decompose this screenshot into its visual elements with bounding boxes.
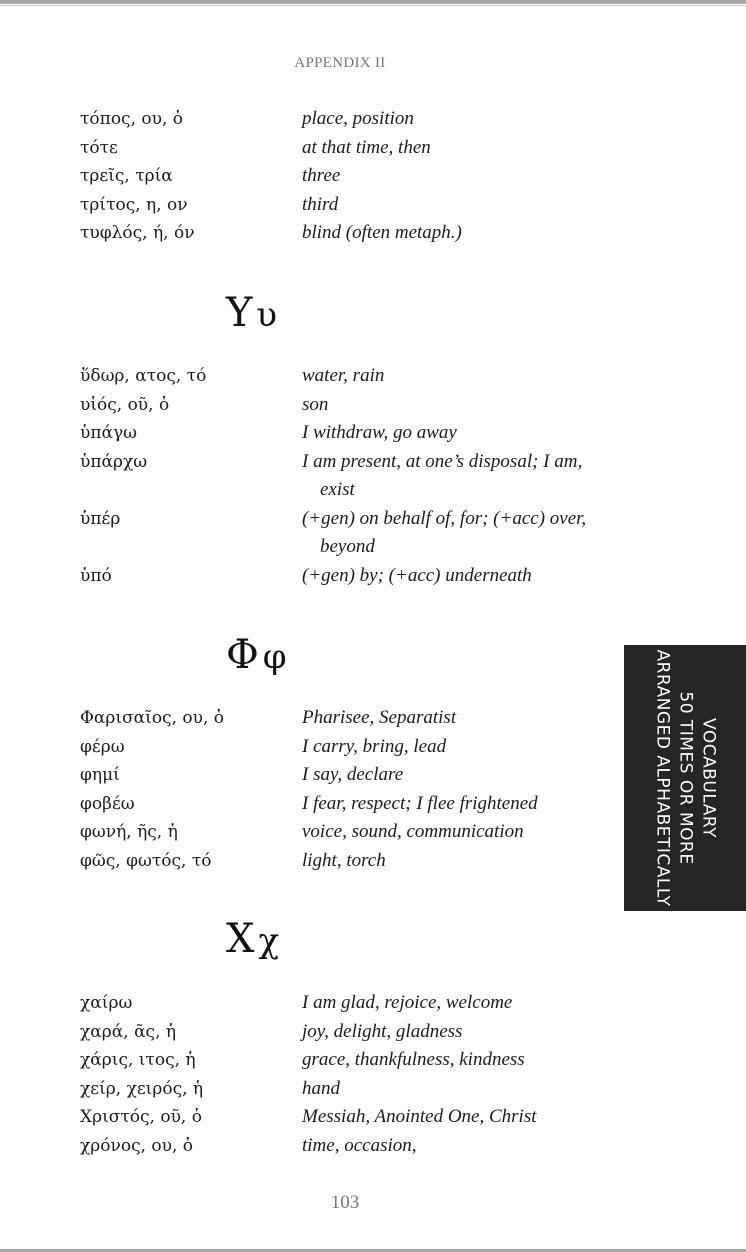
english-gloss: Pharisee, Separatist [302,707,457,728]
greek-term: φημί [80,765,120,785]
letter-upper: Φ [226,632,259,678]
english-gloss: light, torch [302,849,386,871]
entry-list-upsilon [0,362,620,590]
greek-term: ὑπέρ [80,508,121,529]
greek-term: χρόνος, ου, ὁ [80,1135,194,1156]
english-gloss: third [302,193,339,215]
entry-list-tau [0,105,620,248]
vocab-entry [0,761,620,790]
greek-term: ὑπάγω [80,423,138,443]
greek-term: φωνή, ῆς, ἡ [80,822,178,842]
vocab-entry [0,105,620,134]
letter-lower: χ [258,921,280,961]
entry-list-phi [0,704,620,875]
english-gloss: (+gen) by; (+acc) underneath [302,564,532,586]
vocab-entry [0,191,620,220]
greek-term: τόπος, ου, ὁ [80,109,183,129]
english-gloss: place, position [302,108,414,129]
english-gloss: I fear, respect; I flee frightened [302,792,538,814]
english-gloss: time, occasion, [302,1134,417,1156]
letter-lower: υ [256,295,278,335]
greek-term: τρίτος, η, ον [80,194,188,215]
english-gloss: I say, declare [302,764,404,785]
greek-term: ὕδωρ, ατος, τό [80,366,207,386]
greek-term: χαίρω [80,993,133,1013]
side-tab [624,645,746,911]
english-gloss: grace, thankfulness, kindness [302,1049,525,1070]
vocab-entry [0,733,620,762]
english-gloss: I withdraw, go away [302,422,457,443]
english-gloss: I am present, at one’s disposal; I am, exist [302,450,583,500]
greek-term: τρεῖς, τρία [80,166,173,186]
vocab-entry [0,818,620,847]
side-tab-line: VOCABULARY [698,718,719,838]
vocab-entry [0,562,620,591]
english-gloss: (+gen) on behalf of, for; (+acc) over, beyond [302,507,587,557]
english-gloss: son [302,393,329,415]
greek-term: ὑπό [80,565,112,586]
greek-term: φοβέω [80,793,135,814]
letter-lower: φ [262,637,287,677]
greek-term: ὑπάρχω [80,451,148,472]
greek-term: χαρά, ᾶς, ἡ [80,1021,177,1042]
letter-heading-phi [226,632,287,678]
vocab-entry [0,1018,620,1047]
vocab-entry [0,448,620,505]
running-header: APPENDIX II [294,55,386,71]
vocab-entry [0,219,620,248]
letter-heading-chi [226,916,279,962]
vocab-entry [0,1103,620,1132]
vocab-entry [0,419,620,448]
letter-upper: Χ [226,916,255,962]
side-tab-text [651,645,720,911]
english-gloss: water, rain [302,365,385,386]
english-gloss: three [302,165,341,186]
vocab-entry [0,391,620,420]
side-tab-line: 50 TIMES OR MORE [675,691,696,865]
english-gloss: voice, sound, communication [302,821,524,842]
vocab-entry [0,505,620,562]
greek-term: Φαρισαῖος, ου, ὁ [80,708,225,728]
greek-term: τυφλός, ή, όν [80,223,195,243]
vocab-entry [0,162,620,191]
letter-heading-upsilon [226,290,277,336]
vocab-entry [0,362,620,391]
vocab-entry [0,847,620,876]
entry-list-chi [0,989,620,1160]
english-gloss: I carry, bring, lead [302,735,447,757]
greek-term: χείρ, χειρός, ἡ [80,1078,204,1099]
vocab-entry [0,134,620,163]
greek-term: Χριστός, οῦ, ὁ [80,1107,202,1127]
vocab-entry [0,989,620,1018]
greek-term: φέρω [80,736,125,757]
english-gloss: at that time, then [302,136,431,158]
top-rule [0,5,746,6]
top-border [0,0,746,4]
english-gloss: Messiah, Anointed One, Christ [302,1106,537,1127]
greek-term: τότε [80,137,118,158]
english-gloss: I am glad, rejoice, welcome [302,992,513,1013]
english-gloss: joy, delight, gladness [302,1020,463,1042]
vocab-entry [0,704,620,733]
english-gloss: hand [302,1077,340,1099]
vocab-entry [0,1075,620,1104]
vocab-entry [0,790,620,819]
vocab-entry [0,1046,620,1075]
greek-term: φῶς, φωτός, τό [80,850,212,871]
side-tab-line: ARRANGED ALPHABETICALLY [652,649,673,907]
page-number: 103 [330,1192,360,1213]
greek-term: υἱός, οῦ, ὁ [80,394,170,415]
letter-upper: Υ [226,290,253,336]
vocab-entry [0,1132,620,1161]
greek-term: χάρις, ιτος, ἡ [80,1050,196,1070]
english-gloss: blind (often metaph.) [302,222,462,243]
